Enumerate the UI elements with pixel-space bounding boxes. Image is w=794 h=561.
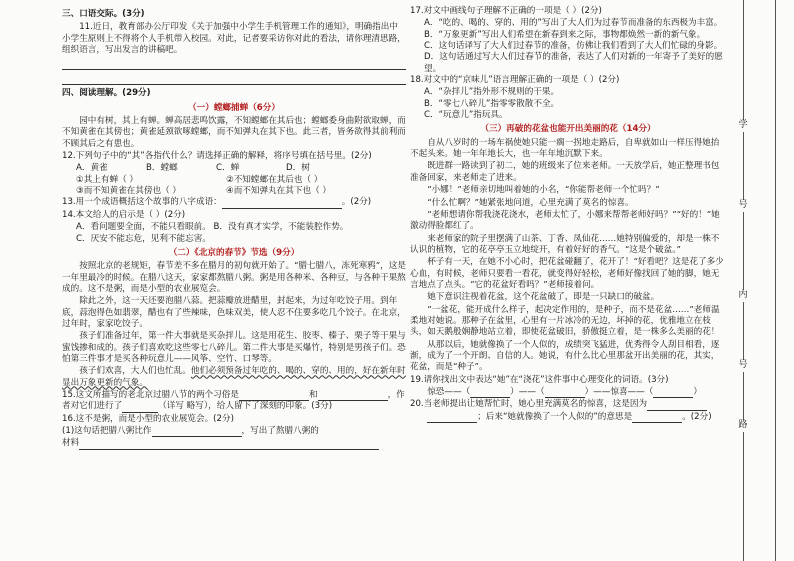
q16-text: ，写出了熬腊八粥的 [241, 426, 319, 436]
q12-item[interactable]: ③而不知黄雀在其傍也（ ） [76, 186, 181, 197]
q19-text: ）——惊喜——（ [584, 387, 654, 397]
margin-label: 路 [734, 420, 752, 432]
question-13 [62, 197, 406, 208]
q12-option: C．蝉 [216, 163, 240, 174]
question-19: 19.请你找出文中表达“她”在“浇花”这件事中心理变化的词语。(3分) [410, 374, 669, 385]
q12-item[interactable]: ④而不知弹丸在其下也（ ） [226, 186, 331, 197]
q18-option: B．“零七八碎儿”指零零散散不全。 [424, 98, 560, 109]
answer-line[interactable] [62, 57, 406, 70]
question-16: 16.这不是粥，而是小型的农业展览会。(2分) [62, 413, 234, 424]
q17-option: B．“万象更新”写出人们希望在新春到来之际，事物都焕然一新的新气象。 [424, 29, 706, 40]
q20-blank[interactable] [427, 422, 477, 423]
passage-3-para: 既进群一路读到了初二，她的班级来了位来老师。一天放学后，她正整理书包准备回家，来老师走了进来。 [410, 161, 720, 183]
q13-text: 13.用一个成语概括这个故事的八字成语： [62, 197, 222, 208]
q12-item[interactable]: ①其上有蝉（ ） [76, 174, 138, 185]
q15-blank[interactable] [122, 412, 158, 413]
q12-option: A．黄雀 [76, 163, 108, 174]
binding-margin [732, 0, 782, 561]
passage-3-para: 自从八岁时的一场车祸使她只能一瘸一拐地走路后，自卑就如山一样压得她抬不起头来。她一年年地长大，也一年年地沉默下来。 [410, 137, 720, 160]
margin-label: 学 [734, 120, 752, 132]
q17-option: A．“吃的、喝的、穿的、用的”写出了大人们为过春节而准备的东西极为丰富。 [424, 18, 723, 29]
passage-2-para: 孩子们准备过年，第一件大事就是买杂拌儿。这是用花生、胶枣、榛子、栗子等干果与蜜饯掺和成的。孩子们喜欢吃这些零七八碎儿。第二件大事是买爆竹，特别是男孩子们。恐怕第三件事才是买各种玩意儿——风筝、空竹、口琴等。 [62, 331, 406, 364]
q19-blank[interactable] [653, 397, 693, 398]
question-18: 18.对文中的“京味儿”语言理解正确的一项是（ ）(2分) [410, 75, 620, 86]
underlined-sentence: 他们必须预备过年吃的、喝的、穿的、用的，好在新年时显出万象更新的气象。 [62, 366, 406, 388]
question-11: 11.近日，教育部办公厅印发《关于加强中小学生手机管理工作的通知》，明确指出中小学生原则上不得将个人手机带入校园。对此，记者要采访你对此的看法，请你理清思路，组织语言，写出发言的讲稿吧。 [62, 22, 406, 56]
q20-text: 。(2分) [682, 411, 712, 422]
question-15 [62, 390, 406, 413]
q20-blank[interactable] [647, 410, 707, 411]
passage-2-title: （二）《北京的春节》节选（9分） [168, 247, 300, 258]
q16-text: (1)这句话把腊八粥比作 [62, 426, 152, 436]
passage-2-para: 按照北京的老规矩，春节差不多在腊月的初旬就开始了。“腊七腊八，冻死寒鸦”，这是一年里最冷的时候。在腊八这天，家家都熬腊八粥。粥是用各种米、各种豆，与各种干果熬成的。这不是粥，而是小型的农业展览会。 [62, 261, 406, 294]
q13-score: 。(2分) [341, 197, 372, 208]
question-16-1 [62, 426, 406, 437]
passage-3-para: 从那以后，她就像换了一个人似的，成绩突飞猛进，优秀得令人刮目相看，逐渐，成为了一个开朗、自信的人。她说，有什么比心里那盆开出美丽的花，其实，花盆，而是“种子”。 [410, 339, 720, 373]
section-3-title: 三、口语交际。(3分) [62, 9, 145, 19]
binding-line [775, 0, 776, 561]
passage-3-para: “小娜！”老师亲切地叫着她的小名，“你能帮老师一个忙吗？” [427, 185, 660, 196]
question-12: 12.下列句子中的“其”各指代什么？请选择正确的解释，将序号填在括号里。(2分) [62, 151, 372, 162]
q12-item[interactable]: ②不知螳螂在其后也（ ） [226, 174, 323, 185]
q15-text: 和 [308, 389, 318, 400]
q19-text: ）——（ [510, 387, 545, 397]
question-17: 17.对文中画线句子理解不正确的一项是（ ）(2分) [410, 6, 602, 16]
passage-1-text: 园中有树，其上有蝉。蝉高居悲鸣饮露，不知螳螂在其后也；螳螂委身曲附欲取蝉，而不知黄雀在其傍也；黄雀延颈欲啄螳螂，而不知弹丸在其下也。此三者，皆务欲得其前利而不顾其后之有患也。 [62, 116, 406, 149]
passage-3-para: 她下意识注视着花盆，这个花盆破了，即是一只缺口的破盆。 [427, 292, 660, 303]
q12-option: D．树 [286, 163, 310, 174]
question-14: 14.本文给人的启示是（ ）(2分) [62, 209, 186, 220]
q20-text: 20.当老师提出让她帮忙时，她心里充满莫名的惊喜，这是因为 [410, 399, 648, 410]
q16-blank[interactable] [79, 449, 379, 450]
q12-options [62, 163, 406, 174]
margin-label: 号 [734, 360, 752, 372]
question-20-cont [410, 412, 726, 423]
q16-text: 材料 [62, 438, 80, 449]
answer-line[interactable] [62, 72, 406, 85]
q18-option: A．“杂拌儿”指外形不规则的干果。 [424, 87, 560, 98]
right-column [410, 6, 726, 424]
passage-2-para [62, 366, 406, 389]
section-4-title: 四、阅读理解。(29分) [62, 88, 151, 99]
q13-blank[interactable] [222, 208, 342, 209]
q14-option: A．看问题要全面，不能只看眼前。 B．没有真才实学，不能装腔作势。 [76, 222, 349, 233]
passage-3-para: “什么忙啊？”她紧张地问道，心里充满了莫名的惊喜。 [427, 197, 634, 208]
passage-1-title: （一）螳螂捕蝉（6分） [188, 102, 280, 113]
q12-option: B．螳螂 [146, 163, 178, 174]
q14-option: C．厌安不能忘危，见利不能忘害。 [76, 233, 211, 244]
q20-text: ；后来“她就像换了一个人似的”的意思是 [477, 411, 633, 422]
q12-items [62, 186, 406, 197]
passage-3-body [410, 138, 726, 374]
passage-3-title: （三）再破的花盆也能开出美丽的花（14分） [480, 124, 656, 135]
q16-blank[interactable] [152, 436, 242, 437]
q15-text: 15.这文所描写的老北京过腊八节的两个习俗是 [62, 389, 239, 400]
q15-text: ，作者对它们进行了 [62, 389, 405, 412]
margin-label: 号 [734, 200, 752, 212]
question-20 [410, 399, 726, 410]
q17-option: C．这句话译写了大人们过春节的准备，仿佛让我们看到了大人们忙碌的身影。 [424, 41, 723, 52]
margin-label: 内 [734, 290, 752, 302]
passage-3-para: 来老师家的院子里摆满了山茶、丁香、凤仙花……她特别偏爱的，却是一株不认识的植物，它的花亭亭玉立地绽开，有着好好的香气。“这是个破盆。” [410, 233, 720, 255]
q18-option: C．“玩意儿”指玩具。 [424, 110, 508, 121]
passage-2-para: 除此之外，这一天还要泡腊八蒜。把蒜瓣放进醋里，封起来，为过年吃饺子用。到年底，蒜泡得色如翡翠，醋也有了些辣味，色味双美，使人忍不住要多吃几个饺子。在北京，过年时，家家吃饺子。 [62, 296, 406, 329]
q19-text: ） [693, 387, 702, 397]
left-column [62, 6, 406, 451]
passage-3-para: “老师想请你帮我浇花浇水，老师太忙了，小娜来帮帮老师好吗？”“好的！”她激动得脸都红了。 [410, 209, 720, 232]
q12-items [62, 175, 406, 186]
passage-3-para: 杯子有一天，在她不小心时，把花盆碰翻了，花开了！“好看吧？这是花了多少心血，有时候，老师只要看一看花，就变得好轻松，老师好像找回了她的脚，她无言地点了点头。“它的花盆好看吗？”老师接着问。 [410, 257, 724, 290]
q19-answer-row [410, 387, 726, 398]
q15-text: （详写 略写），给人留下了深刻的印象。(3分) [158, 401, 333, 412]
q19-text: 惊恐——（ [427, 387, 471, 397]
question-16-1-cont [62, 438, 406, 449]
q17-option: D．这句话通过写大人们过春节的准备，表达了人们对新的一年寄予了美好的愿望。 [424, 52, 723, 74]
binding-line [743, 0, 744, 561]
q20-blank[interactable] [632, 422, 682, 423]
passage-2-text: 孩子们欢喜，大人们也忙乱。 [79, 366, 191, 377]
passage-3-para: “一盆花，能开成什么样子，起决定作用的，是种子，而不是花盆……”老师温柔地对她说。那种子在盆里，心里有一片冰冷的无边，坏掉的花，优雅地立在枝头，如天鹅般娴静地站立着，即使花盆破旧，骄傲挺立着，是一株多么美丽的花！ [410, 304, 720, 338]
